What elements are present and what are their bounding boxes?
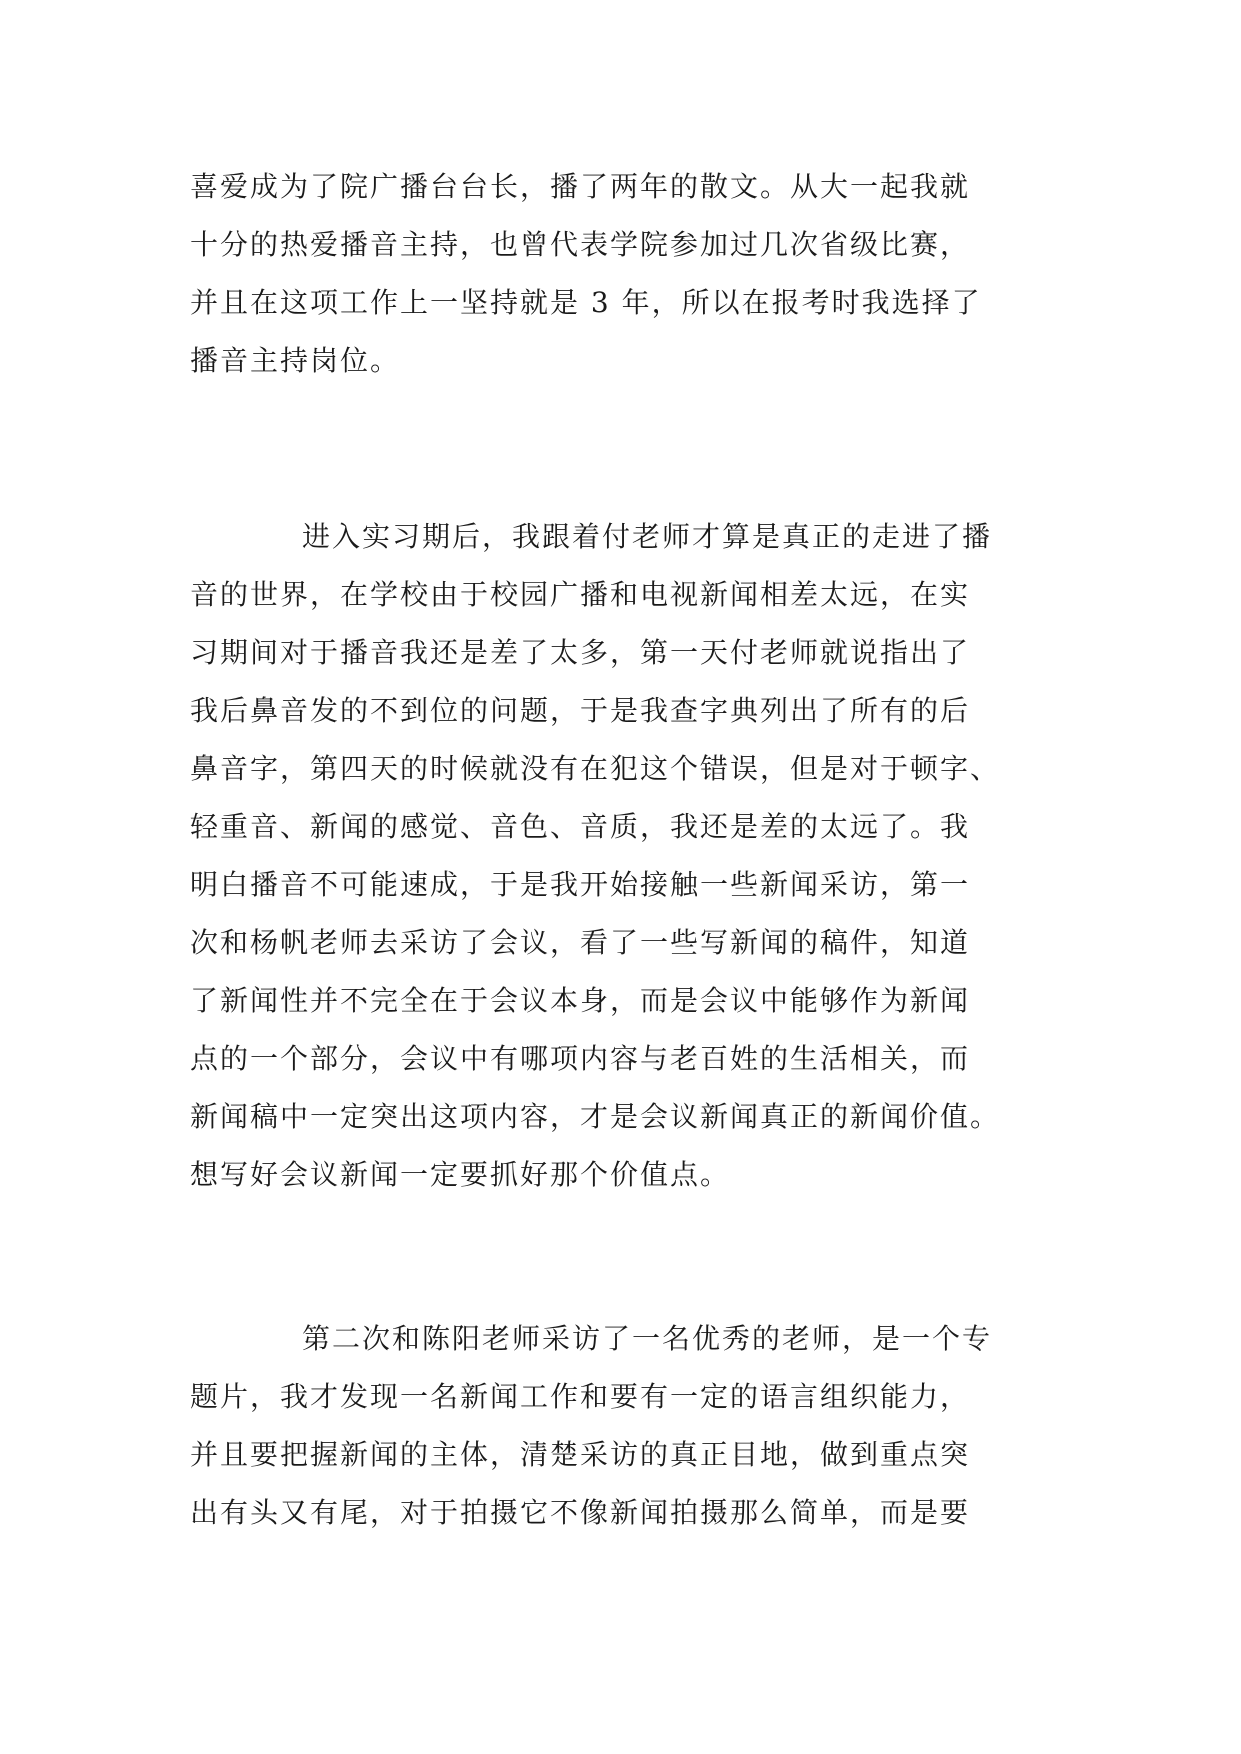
paragraph-line: 轻重音、新闻的感觉、音色、音质，我还是差的太远了。我 bbox=[190, 810, 971, 843]
paragraph-line: 题片，我才发现一名新闻工作和要有一定的语言组织能力， bbox=[190, 1380, 971, 1413]
paragraph-3 bbox=[190, 1310, 1060, 1542]
paragraph-line: 新闻稿中一定突出这项内容，才是会议新闻真正的新闻价值。 bbox=[190, 1100, 1001, 1133]
paragraph-line: 并且要把握新闻的主体，清楚采访的真正目地，做到重点突 bbox=[190, 1438, 971, 1471]
paragraph-line: 喜爱成为了院广播台台长，播了两年的散文。从大一起我就 bbox=[190, 170, 971, 203]
paragraph-2 bbox=[190, 508, 1060, 1204]
paragraph-line: 并且在这项工作上一坚持就是 3 年，所以在报考时我选择了 bbox=[190, 286, 982, 319]
paragraph-line: 点的一个部分，会议中有哪项内容与老百姓的生活相关，而 bbox=[190, 1042, 971, 1075]
paragraph-line: 第二次和陈阳老师采访了一名优秀的老师，是一个专 bbox=[302, 1322, 993, 1355]
paragraph-line: 出有头又有尾，对于拍摄它不像新闻拍摄那么简单，而是要 bbox=[190, 1496, 971, 1529]
paragraph-line: 次和杨帆老师去采访了会议，看了一些写新闻的稿件，知道 bbox=[190, 926, 971, 959]
paragraph-line: 我后鼻音发的不到位的问题，于是我查字典列出了所有的后 bbox=[190, 694, 971, 727]
paragraph-1 bbox=[190, 158, 1060, 390]
paragraph-line: 了新闻性并不完全在于会议本身，而是会议中能够作为新闻 bbox=[190, 984, 971, 1017]
paragraph-line: 想写好会议新闻一定要抓好那个价值点。 bbox=[190, 1158, 731, 1191]
paragraph-line: 十分的热爱播音主持，也曾代表学院参加过几次省级比赛， bbox=[190, 228, 971, 261]
paragraph-line: 明白播音不可能速成，于是我开始接触一些新闻采访，第一 bbox=[190, 868, 971, 901]
paragraph-line: 习期间对于播音我还是差了太多，第一天付老师就说指出了 bbox=[190, 636, 971, 669]
paragraph-line: 播音主持岗位。 bbox=[190, 344, 401, 377]
paragraph-line: 进入实习期后，我跟着付老师才算是真正的走进了播 bbox=[302, 520, 993, 553]
paragraph-line: 鼻音字，第四天的时候就没有在犯这个错误，但是对于顿字、 bbox=[190, 752, 1001, 785]
paragraph-line: 音的世界，在学校由于校园广播和电视新闻相差太远，在实 bbox=[190, 578, 971, 611]
